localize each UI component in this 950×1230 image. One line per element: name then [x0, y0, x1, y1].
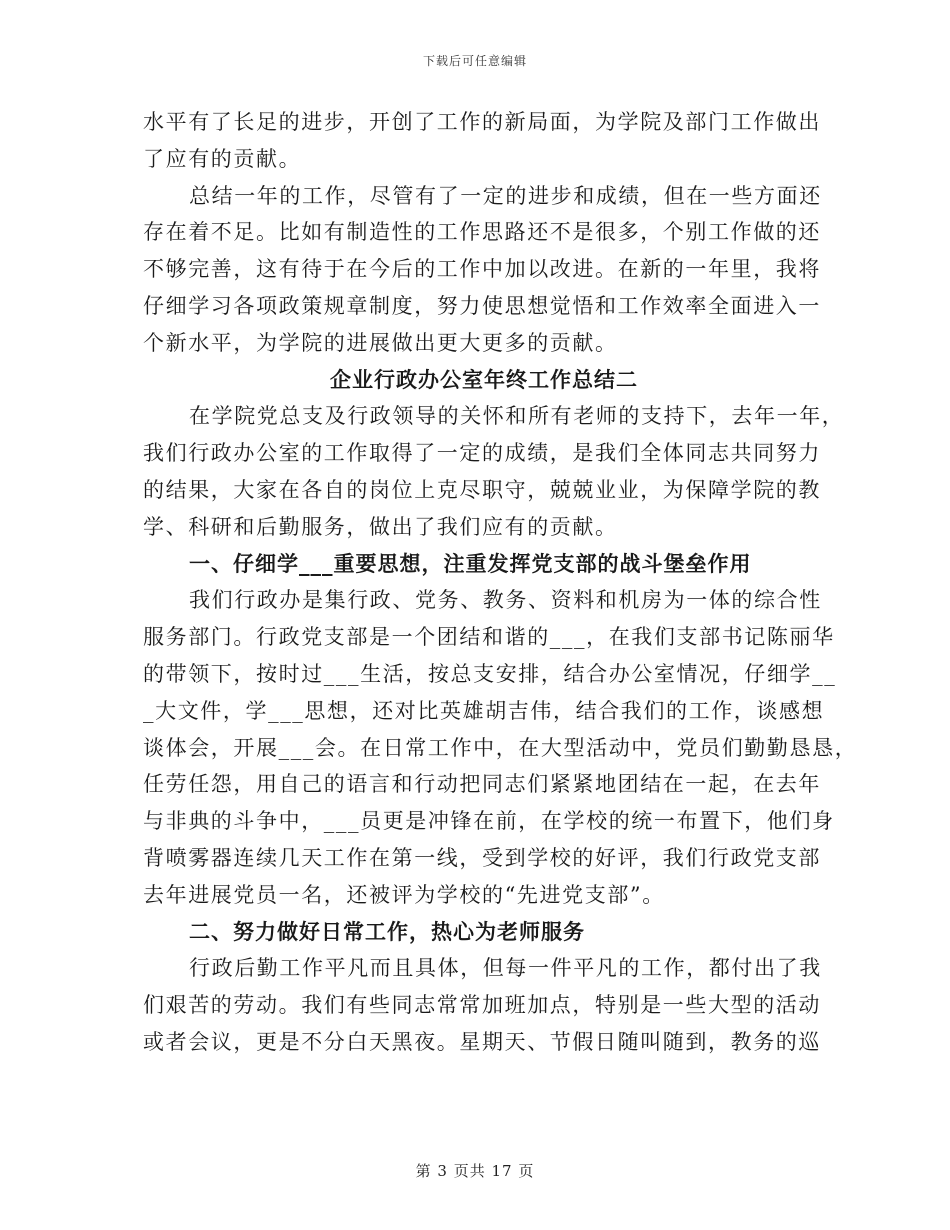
paragraph-start: 行政后勤工作平凡而且具体，但每一件平凡的工作，都付出了我 [189, 956, 822, 981]
body-line: 谈体会，开展___会。在日常工作中，在大型活动中，党员们勤勤恳恳， [143, 735, 858, 760]
body-line: 去年进展党员一名，还被评为学校的“先进党支部”。 [143, 882, 665, 907]
body-line: 与非典的斗争中，___员更是冲锋在前，在学校的统一布置下，他们身 [143, 809, 835, 834]
paragraph-start: 总结一年的工作，尽管有了一定的进步和成绩，但在一些方面还 [189, 183, 822, 208]
subheading-two: 二、努力做好日常工作，热心为老师服务 [189, 918, 585, 944]
body-line: 不够完善，这有待于在今后的工作中加以改进。在新的一年里，我将 [143, 257, 821, 282]
body-line: _大文件，学___思想，还对比英雄胡吉伟，结合我们的工作，谈感想 [143, 698, 825, 723]
body-line: 背喷雾器连续几天工作在第一线，受到学校的好评，我们行政党支部 [143, 845, 821, 870]
body-line: 仔细学习各项政策规章制度，努力使思想觉悟和工作效率全面进入一 [143, 293, 821, 318]
body-line: 服务部门。行政党支部是一个团结和谐的___，在我们支部书记陈丽华 [143, 625, 835, 650]
body-line: 任劳任怨，用自己的语言和行动把同志们紧紧地团结在一起，在去年 [143, 772, 821, 797]
body-line: 了应有的贡献。 [143, 146, 302, 171]
page-header: 下载后可任意编辑 [422, 54, 527, 68]
body-line: 水平有了长足的进步，开创了工作的新局面，为学院及部门工作做出 [143, 110, 821, 134]
body-line: 存在着不足。比如有制造性的工作思路还不是很多，个别工作做的还 [143, 220, 821, 245]
body-line: 学、科研和后勤服务，做出了我们应有的贡献。 [143, 514, 618, 539]
section-title: 企业行政办公室年终工作总结二 [330, 366, 638, 392]
body-line: 的结果，大家在各自的岗位上克尽职守，兢兢业业，为保障学院的教 [143, 477, 821, 502]
document-body [143, 104, 858, 1061]
paragraph-start: 我们行政办是集行政、党务、教务、资料和机房为一体的综合性 [189, 588, 822, 613]
body-line: 的带领下，按时过___生活，按总支安排，结合办公室情况，仔细学__ [143, 661, 837, 686]
subheading-one: 一、仔细学___重要思想，注重发挥党支部的战斗堡垒作用 [189, 550, 752, 576]
body-line: 个新水平，为学院的进展做出更大更多的贡献。 [143, 330, 618, 355]
body-line: 或者会议，更是不分白天黑夜。星期天、节假日随叫随到，教务的巡 [143, 1029, 821, 1054]
paragraph-start: 在学院党总支及行政领导的关怀和所有老师的支持下，去年一年， [189, 404, 845, 429]
body-line: 们艰苦的劳动。我们有些同志常常加班加点，特别是一些大型的活动 [143, 993, 821, 1018]
body-line: 我们行政办公室的工作取得了一定的成绩，是我们全体同志共同努力 [143, 441, 821, 466]
page-number: 第 3 页共 17 页 [415, 1162, 535, 1180]
